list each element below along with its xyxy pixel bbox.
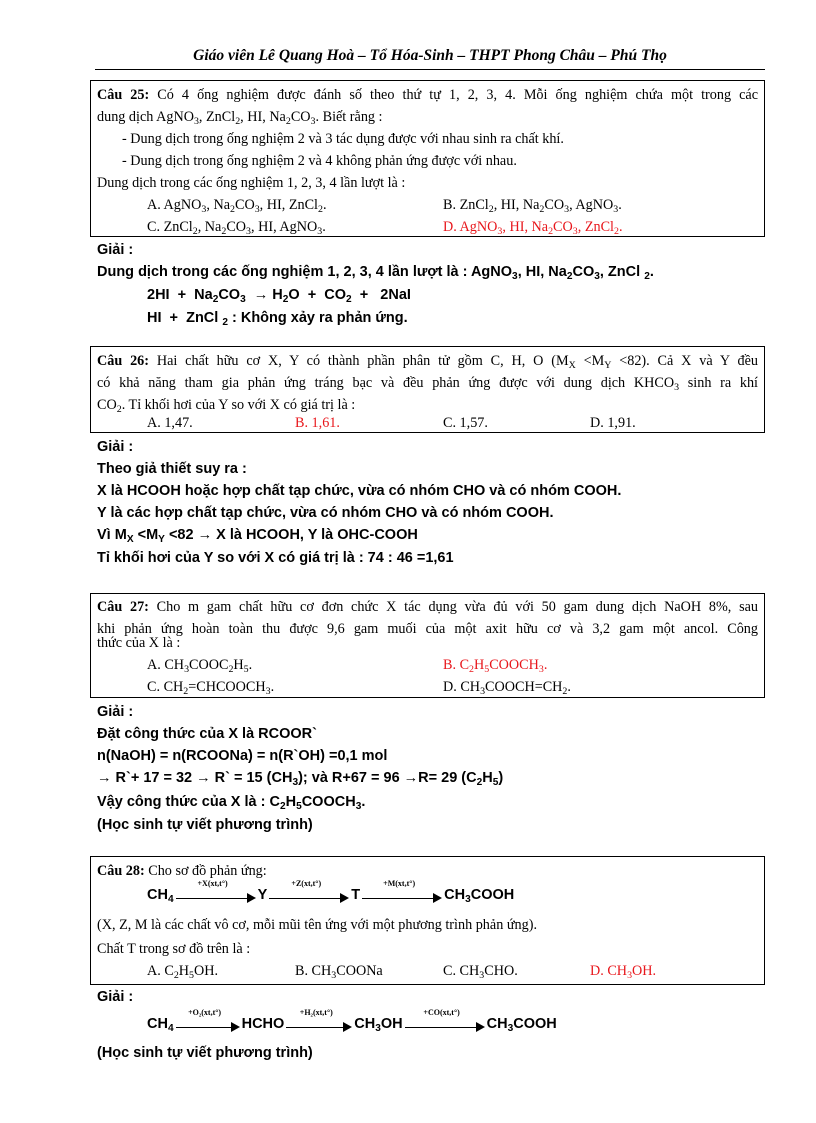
q26-solution-line-3: Y là các hợp chất tạp chức, vừa có nhóm CHO và có nhóm COOH.	[97, 505, 554, 521]
q26-solution-line-2: X là HCOOH hoặc hợp chất tạp chức, vừa có nhóm CHO và có nhóm COOH.	[97, 483, 622, 499]
q25-option-b[interactable]: B. ZnCl$_2$, HI, $Na_2CO_3$, AgNO$_3$.	[443, 197, 622, 215]
q25-line-1: Câu 25: Có 4 ống nghiệm được đánh số theo thứ tự 1, 2, 3, 4. Mỗi ống nghiệm chứa một trong các	[97, 87, 758, 103]
q28-reaction-scheme: $CH_4$ +X(xt,t°) Y +Z(xt,t°) T +M(xt,t°) $CH_3COOH$	[147, 879, 515, 905]
q26-solution-line-4: Vì $M_X <M_Y <82 \to X$ là HCOOH, Y là OHC-COOH	[97, 527, 418, 545]
q25-label: Câu 25:	[97, 87, 150, 103]
q26-line-1: Câu 26: Hai chất hữu cơ X, Y có thành phần phân tử gồm C, H, O $(M_X <M_Y <82)$. Cả X và Y đều	[97, 353, 758, 371]
q27-option-b-correct[interactable]: B. $C_2H_5COOCH_3$.	[443, 657, 548, 675]
right-arrow-icon: →	[197, 527, 213, 543]
q27-line-2: khi phản ứng hoàn toàn thu được 9,6 gam muối của một axit hữu cơ và 3,2 gam một ancol. Công	[97, 621, 758, 637]
q25-solution-heading: Giải :	[97, 242, 134, 258]
q28-option-c[interactable]: C. $CH_3CHO$.	[443, 963, 518, 981]
header-rule	[95, 69, 765, 70]
q28-solution-scheme: $CH_4$ +O₂(xt,t°) HCHO +H₂(xt,t°) $CH_3OH$ +CO(xt,t°) $CH_3COOH$	[147, 1008, 557, 1034]
q27-solution-heading: Giải :	[97, 704, 134, 720]
q27-option-c[interactable]: C. $CH_2=CHCOOCH_3$.	[147, 679, 275, 697]
q26-label: Câu 26:	[97, 353, 149, 369]
q26-option-d[interactable]: D. 1,91.	[590, 415, 636, 431]
q28-solution-note: (Học sinh tự viết phương trình)	[97, 1045, 313, 1061]
q28-question: Chất T trong sơ đồ trên là :	[97, 941, 251, 957]
q28-option-d-correct[interactable]: D. $CH_3OH$.	[590, 963, 657, 981]
q26-line-2: có khả năng tham gia phản ứng tráng bạc và đều phản ứng được với dung dịch $KHCO_3$ sinh ra khí	[97, 375, 758, 393]
q27-solution-line-3: → R`+ 17 = 32 → R` = 15 $(CH_3)$; và R+67 = 96 →R= 29 $(C_2H_5)$	[97, 770, 504, 788]
right-arrow-icon: →	[196, 770, 211, 786]
q27-line-3: thức của X là :	[97, 635, 181, 651]
q25-equation-2: HI + ZnCl $_2$ : Không xảy ra phản ứng.	[147, 310, 408, 328]
q27-label: Câu 27:	[97, 599, 149, 615]
right-arrow-icon: →	[253, 287, 269, 303]
q26-option-c[interactable]: C. 1,57.	[443, 415, 488, 431]
q28-option-a[interactable]: A. $C_2H_5OH$.	[147, 963, 219, 981]
q25-option-c[interactable]: C. ZnCl$_2$, $Na_2CO_3$, HI, AgNO$_3$.	[147, 219, 326, 237]
reaction-arrow-icon: +CO(xt,t°)	[405, 1016, 485, 1032]
q25-line-2: dung dịch AgNO$_3$, ZnCl$_2$, HI, $Na_2CO_3$. Biết rằng :	[97, 109, 383, 127]
q27-line-1: Câu 27: Cho m gam chất hữu cơ đơn chức X tác dụng vừa đủ với 50 gam dung dịch NaOH 8%, sau	[97, 599, 758, 615]
q28-note: (X, Z, M là các chất vô cơ, mỗi mũi tên ứng với một phương trình phản ứng).	[97, 917, 537, 933]
q26-solution-line-5: Tỉ khối hơi của Y so với X có giá trị là : 74 : 46 =1,61	[97, 550, 454, 566]
q27-solution-line-1: Đặt công thức của X là RCOOR`	[97, 726, 317, 742]
reaction-arrow-icon: +H₂(xt,t°)	[286, 1016, 352, 1032]
q25-solution-answer: Dung dịch trong các ống nghiệm 1, 2, 3, 4 lần lượt là : AgNO$_3$, HI, $Na_2CO_3$, ZnCl $_2$.	[97, 264, 654, 282]
q28-label: Câu 28:	[97, 863, 145, 879]
q28-line-1: Câu 28: Cho sơ đồ phản ứng:	[97, 863, 267, 879]
q27-solution-line-2: n(NaOH) = n(RCOONa) = n(R`OH) =0,1 mol	[97, 748, 388, 764]
right-arrow-icon: →	[97, 770, 112, 786]
q25-condition-2: - Dung dịch trong ống nghiệm 2 và 4 không phản ứng được với nhau.	[122, 153, 517, 169]
reaction-arrow-icon: +O₂(xt,t°)	[176, 1016, 240, 1032]
q25-equation-1: $2HI + Na_2CO_3 \to H_2O + CO_2 + 2NaI$	[147, 287, 411, 305]
q25-question: Dung dịch trong các ống nghiệm 1, 2, 3, 4 lần lượt là :	[97, 175, 406, 191]
q26-option-a[interactable]: A. 1,47.	[147, 415, 193, 431]
q27-solution-line-5: (Học sinh tự viết phương trình)	[97, 817, 313, 833]
q28-option-b[interactable]: B. $CH_3COONa$	[295, 963, 383, 981]
reaction-arrow-icon: +M(xt,t°)	[362, 887, 442, 903]
q27-option-d[interactable]: D. $CH_3COOCH=CH_2$.	[443, 679, 571, 697]
q26-line-3: $CO_2$. Tỉ khối hơi của Y so với X có giá trị là :	[97, 397, 356, 415]
q26-solution-heading: Giải :	[97, 439, 134, 455]
right-arrow-icon: →	[403, 770, 419, 786]
reaction-arrow-icon: +Z(xt,t°)	[269, 887, 349, 903]
q25-condition-1: - Dung dịch trong ống nghiệm 2 và 3 tác dụng được với nhau sinh ra chất khí.	[122, 131, 564, 147]
q28-solution-heading: Giải :	[97, 989, 134, 1005]
q26-option-b-correct[interactable]: B. 1,61.	[295, 415, 340, 431]
q26-solution-line-1: Theo giả thiết suy ra :	[97, 461, 247, 477]
q27-solution-line-4: Vậy công thức của X là : $C_2H_5COOCH_3$.	[97, 794, 366, 812]
reaction-arrow-icon: +X(xt,t°)	[176, 887, 256, 903]
page-header: Giáo viên Lê Quang Hoà – Tổ Hóa-Sinh – THPT Phong Châu – Phú Thọ	[193, 47, 667, 64]
q25-option-d-correct[interactable]: D. AgNO$_3$, HI, $Na_2CO_3$, ZnCl$_2$.	[443, 219, 623, 237]
q25-option-a[interactable]: A. AgNO$_3$, $Na_2CO_3$, HI, ZnCl$_2$.	[147, 197, 327, 215]
q27-option-a[interactable]: A. $CH_3COOC_2H_5$.	[147, 657, 253, 675]
